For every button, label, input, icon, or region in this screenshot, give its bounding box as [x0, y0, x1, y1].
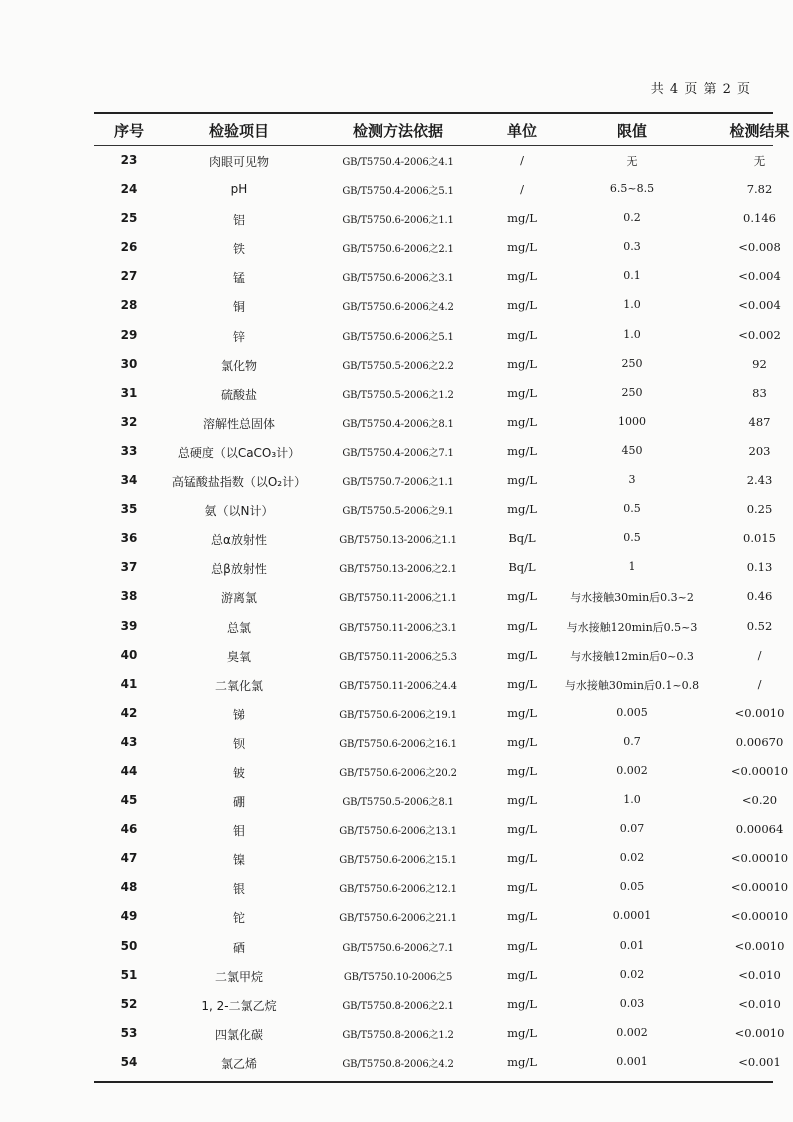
row-method: GB/T5750.6-2006之21.1 [339, 913, 457, 925]
row-unit: mg/L [507, 763, 537, 778]
row-unit: mg/L [507, 1054, 537, 1069]
row-limit: 0.02 [619, 851, 645, 865]
row-limit: 0.7 [623, 734, 641, 748]
row-item: 臭氧 [226, 649, 251, 664]
table-row [94, 903, 789, 932]
row-item: 硒 [232, 940, 245, 955]
row-method: GB/T5750.5-2006之1.2 [342, 389, 454, 401]
row-no: 23 [120, 153, 138, 167]
row-item: 铍 [232, 765, 245, 780]
table-row [94, 322, 781, 351]
header-no: 序号 [113, 122, 144, 140]
row-item: 钡 [232, 736, 245, 751]
row-result: <0.20 [741, 793, 778, 808]
row-unit: mg/L [507, 356, 537, 371]
row-no: 25 [120, 211, 138, 226]
table-row [94, 554, 773, 583]
table-row [94, 787, 778, 816]
row-unit: mg/L [507, 647, 537, 662]
row-unit: mg/L [507, 502, 537, 517]
table-row [94, 845, 789, 874]
row-method: GB/T5750.6-2006之16.1 [339, 738, 457, 750]
table-row [94, 205, 776, 234]
row-method: GB/T5750.10-2006之5 [343, 971, 453, 983]
row-item: 铁 [232, 242, 245, 257]
row-result: <0.004 [738, 298, 781, 313]
table-row [94, 962, 781, 991]
row-no: 24 [120, 182, 138, 197]
row-item: 硫酸盐 [220, 387, 257, 402]
row-no: 47 [120, 851, 138, 866]
row-item: pH [230, 182, 248, 197]
table-row [94, 758, 789, 787]
row-no: 41 [120, 676, 138, 691]
table-row [94, 816, 784, 845]
row-limit: 0.2 [623, 211, 641, 225]
row-limit: 与水接触30min后0.3~2 [570, 591, 694, 605]
row-method: GB/T5750.5-2006之8.1 [342, 797, 454, 809]
table-row [94, 1020, 785, 1049]
row-method: GB/T5750.6-2006之2.1 [342, 244, 454, 256]
row-method: GB/T5750.13-2006之1.1 [339, 535, 457, 547]
row-unit: mg/L [507, 909, 537, 924]
header-unit: 单位 [506, 122, 537, 140]
row-no: 53 [120, 1025, 138, 1040]
row-result: / [757, 647, 762, 662]
table-row [94, 874, 789, 903]
row-limit: 250 [621, 356, 643, 370]
row-limit: 1 [628, 560, 636, 574]
table-body [94, 147, 789, 1078]
row-method: GB/T5750.4-2006之8.1 [342, 418, 454, 430]
table-row [94, 496, 773, 525]
row-no: 33 [120, 443, 138, 458]
table-row [94, 671, 773, 700]
row-result: 无 [753, 154, 766, 168]
row-item: 锑 [232, 707, 245, 722]
table-row [94, 583, 773, 612]
row-method: GB/T5750.8-2006之1.2 [342, 1029, 454, 1041]
row-unit: mg/L [507, 822, 537, 837]
row-result: 92 [752, 356, 767, 371]
row-result: 2.43 [746, 473, 773, 488]
row-result: <0.00010 [730, 909, 789, 924]
row-unit: mg/L [507, 589, 537, 604]
row-method: GB/T5750.6-2006之13.1 [339, 826, 457, 838]
row-no: 51 [120, 967, 138, 982]
row-item: 总α放射性 [211, 533, 267, 548]
table-row [94, 642, 773, 671]
row-result: <0.0010 [734, 705, 785, 720]
row-item: 镍 [232, 853, 245, 868]
row-item: 锌 [232, 329, 245, 344]
row-result: 0.00670 [735, 734, 784, 749]
row-unit: mg/L [507, 298, 537, 313]
row-result: 0.146 [743, 211, 776, 226]
row-item: 钼 [232, 824, 245, 839]
row-method: GB/T5750.13-2006之2.1 [339, 564, 457, 576]
row-limit: 0.01 [619, 938, 645, 952]
row-result: <0.0010 [734, 1025, 785, 1040]
row-no: 46 [120, 822, 138, 837]
row-limit: 0.5 [623, 502, 641, 516]
row-item: 氨（以N计） [204, 504, 274, 519]
row-result: <0.00010 [730, 851, 789, 866]
row-method: GB/T5750.11-2006之4.4 [339, 680, 457, 692]
row-method: GB/T5750.8-2006之4.2 [342, 1058, 454, 1070]
header-method: 检测方法依据 [352, 122, 443, 140]
table-row [94, 263, 781, 292]
row-no: 43 [120, 734, 138, 749]
row-result: <0.0010 [734, 938, 785, 953]
row-unit: mg/L [507, 240, 537, 255]
row-limit: 0.02 [619, 967, 645, 981]
table-row [94, 613, 773, 642]
row-unit: mg/L [507, 414, 537, 429]
row-result: 0.13 [746, 560, 773, 575]
table-row [94, 933, 785, 962]
row-item: 二氯甲烷 [214, 969, 263, 984]
row-no: 36 [120, 531, 138, 546]
row-limit: 0.3 [623, 240, 641, 254]
row-method: GB/T5750.4-2006之7.1 [342, 447, 454, 459]
row-item: 氯乙烯 [220, 1056, 257, 1071]
row-unit: mg/L [507, 880, 537, 895]
row-no: 52 [120, 996, 138, 1011]
page-number-info: 共 4 页 第 2 页 [650, 82, 751, 97]
row-result: <0.004 [738, 269, 781, 284]
row-item: 高锰酸盐指数（以O₂计） [171, 475, 307, 490]
row-item: 总硬度（以CaCO₃计） [177, 445, 301, 460]
table-row [94, 351, 773, 380]
row-no: 42 [120, 705, 138, 720]
row-no: 26 [120, 240, 138, 255]
row-limit: 0.005 [616, 705, 648, 719]
row-no: 30 [120, 356, 138, 371]
row-limit: 0.1 [623, 269, 641, 283]
row-no: 40 [120, 647, 138, 662]
row-item: 二氧化氯 [214, 678, 263, 693]
row-item: 氯化物 [220, 358, 257, 373]
row-method: GB/T5750.6-2006之4.2 [342, 302, 454, 314]
table-row [94, 409, 773, 438]
row-limit: 1.0 [623, 793, 641, 807]
row-limit: 0.05 [619, 880, 645, 894]
row-limit: 0.002 [616, 763, 648, 777]
row-no: 44 [120, 763, 138, 778]
table-row [94, 438, 773, 467]
row-no: 45 [120, 793, 138, 808]
table-row [94, 176, 773, 205]
row-no: 35 [120, 502, 138, 517]
row-item: 总氯 [226, 620, 251, 635]
table-row [94, 729, 784, 758]
row-no: 34 [120, 473, 138, 488]
row-method: GB/T5750.6-2006之15.1 [339, 855, 457, 867]
row-unit: mg/L [507, 1025, 537, 1040]
row-method: GB/T5750.6-2006之20.2 [339, 767, 457, 779]
row-item: 硼 [232, 795, 245, 810]
row-no: 38 [120, 589, 138, 604]
row-unit: mg/L [507, 793, 537, 808]
row-unit: mg/L [507, 676, 537, 691]
table-row [94, 234, 781, 263]
row-unit: mg/L [507, 851, 537, 866]
row-limit: 0.5 [623, 531, 641, 545]
table-top-rule [94, 112, 773, 114]
row-result: 0.46 [746, 589, 773, 604]
table-row [94, 525, 776, 554]
row-result: 203 [748, 443, 771, 458]
row-item: 四氯化碳 [214, 1027, 263, 1042]
table-row [94, 147, 773, 176]
row-limit: 与水接触30min后0.1~0.8 [564, 678, 700, 692]
row-limit: 与水接触120min后0.5~3 [566, 620, 698, 634]
row-unit: mg/L [507, 967, 537, 982]
row-no: 28 [120, 298, 138, 313]
row-unit: mg/L [507, 473, 537, 488]
row-no: 50 [120, 938, 138, 953]
row-result: <0.010 [738, 996, 781, 1011]
row-unit: mg/L [507, 211, 537, 226]
row-result: 487 [748, 414, 771, 429]
row-no: 48 [120, 880, 138, 895]
row-result: 0.25 [746, 502, 773, 517]
row-unit: mg/L [507, 269, 537, 284]
row-limit: 1.0 [623, 327, 641, 341]
row-limit: 无 [626, 155, 638, 168]
row-method: GB/T5750.8-2006之2.1 [342, 1000, 454, 1012]
row-method: GB/T5750.6-2006之1.1 [342, 215, 454, 227]
row-result: 7.82 [746, 182, 773, 197]
row-unit: / [520, 153, 524, 167]
row-unit: mg/L [507, 443, 537, 458]
row-result: 0.52 [746, 618, 773, 633]
row-item: 溶解性总固体 [202, 416, 275, 431]
row-unit: mg/L [507, 705, 537, 720]
row-item: 肉眼可见物 [208, 155, 269, 169]
row-unit: mg/L [507, 996, 537, 1011]
row-method: GB/T5750.6-2006之12.1 [339, 884, 457, 896]
row-result: <0.00010 [730, 763, 789, 778]
row-item: 铊 [232, 911, 245, 926]
row-method: GB/T5750.6-2006之19.1 [339, 709, 457, 721]
table-row [94, 467, 773, 496]
row-result: <0.010 [738, 967, 781, 982]
row-limit: 1000 [618, 414, 646, 428]
row-limit: 0.001 [616, 1054, 648, 1068]
row-item: 游离氯 [220, 591, 257, 606]
row-no: 39 [120, 618, 138, 633]
row-item: 1, 2-二氯乙烷 [201, 998, 277, 1013]
row-method: GB/T5750.11-2006之5.3 [339, 651, 457, 663]
table-row [94, 700, 785, 729]
row-limit: 0.03 [619, 996, 645, 1010]
row-result: 83 [752, 385, 767, 400]
row-no: 49 [120, 909, 138, 924]
row-method: GB/T5750.7-2006之1.1 [342, 477, 454, 489]
table-row [94, 292, 781, 321]
row-item: 铜 [232, 300, 245, 315]
row-method: GB/T5750.6-2006之3.1 [342, 273, 454, 285]
row-method: GB/T5750.6-2006之7.1 [342, 942, 454, 954]
row-limit: 450 [621, 443, 643, 457]
row-item: 银 [232, 882, 245, 897]
row-unit: Bq/L [508, 560, 536, 575]
row-item: 总β放射性 [211, 562, 267, 577]
header-result: 检测结果 [729, 122, 790, 140]
row-method: GB/T5750.6-2006之5.1 [342, 331, 454, 343]
row-no: 37 [120, 560, 138, 575]
row-unit: mg/L [507, 385, 537, 400]
row-unit: mg/L [507, 327, 537, 342]
row-limit: 6.5~8.5 [609, 182, 655, 196]
table-row [94, 991, 781, 1020]
row-method: GB/T5750.11-2006之1.1 [339, 593, 457, 605]
row-limit: 250 [621, 385, 643, 399]
row-no: 27 [120, 269, 138, 284]
row-item: 锰 [232, 271, 245, 286]
row-result: 0.015 [743, 531, 776, 546]
row-result: <0.008 [738, 240, 781, 255]
row-result: <0.002 [738, 327, 781, 342]
header-limit: 限值 [616, 122, 647, 140]
row-limit: 与水接触12min后0~0.3 [570, 649, 694, 663]
row-item: 铝 [232, 213, 245, 228]
row-limit: 3 [628, 473, 636, 487]
row-method: GB/T5750.11-2006之3.1 [339, 622, 457, 634]
row-unit: mg/L [507, 618, 537, 633]
table-row [94, 380, 773, 409]
row-method: GB/T5750.4-2006之5.1 [342, 186, 454, 198]
row-no: 32 [120, 414, 138, 429]
header-item: 检验项目 [208, 122, 269, 140]
row-unit: mg/L [507, 938, 537, 953]
row-result: / [757, 676, 762, 691]
row-limit: 0.07 [619, 822, 645, 836]
row-no: 29 [120, 327, 138, 342]
table-header-rule [94, 145, 773, 146]
row-result: 0.00064 [735, 822, 784, 837]
row-limit: 0.0001 [612, 909, 652, 923]
table-header-row [94, 116, 790, 144]
row-limit: 0.002 [616, 1025, 648, 1039]
table-bottom-rule [94, 1081, 773, 1083]
table-row [94, 1049, 781, 1078]
row-result: <0.001 [738, 1054, 781, 1069]
row-unit: / [520, 182, 524, 197]
row-method: GB/T5750.5-2006之9.1 [342, 506, 454, 518]
row-unit: Bq/L [508, 531, 536, 546]
row-unit: mg/L [507, 734, 537, 749]
row-no: 54 [120, 1054, 138, 1069]
row-limit: 1.0 [623, 298, 641, 312]
row-result: <0.00010 [730, 880, 789, 895]
row-method: GB/T5750.5-2006之2.2 [342, 360, 454, 372]
row-method: GB/T5750.4-2006之4.1 [342, 157, 454, 168]
row-no: 31 [120, 385, 138, 400]
